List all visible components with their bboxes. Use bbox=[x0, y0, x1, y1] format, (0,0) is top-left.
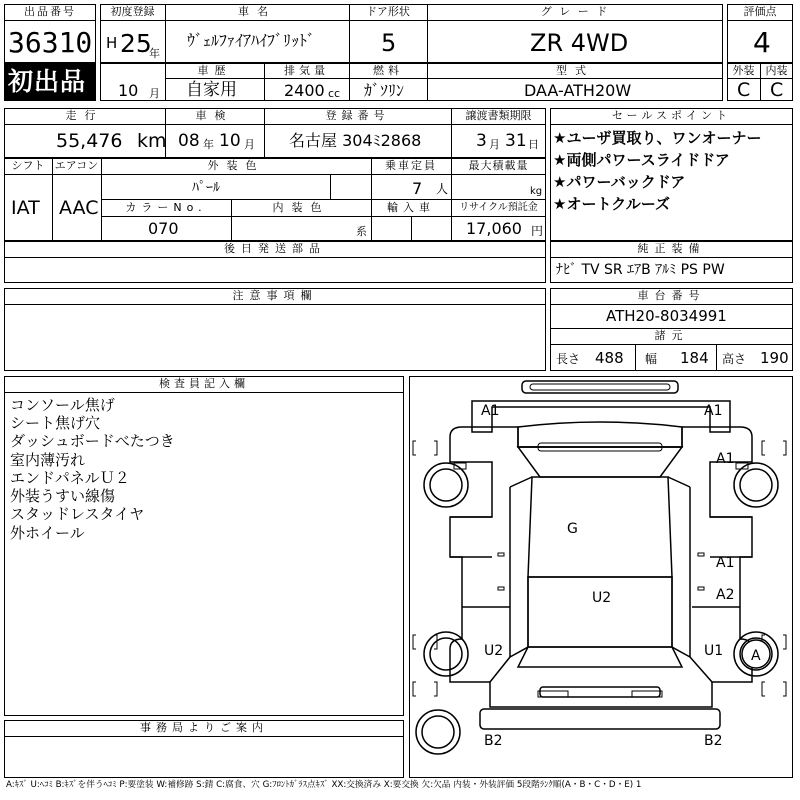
insp-month: 10 bbox=[219, 131, 241, 151]
fuel-label: 燃料 bbox=[373, 64, 403, 77]
car-name-label: 車名 bbox=[238, 5, 276, 18]
recycle-label: リサイクル預託金 bbox=[459, 202, 538, 213]
damage-diagram bbox=[409, 376, 793, 778]
sales-point-2: ★両側パワースライドドア bbox=[553, 151, 730, 169]
deadline-month: 3 bbox=[476, 131, 487, 151]
std-equipment-label: 純正装備 bbox=[637, 242, 706, 255]
shift-label: シフト bbox=[11, 159, 45, 172]
reg-no-label: 登録番号 bbox=[325, 109, 390, 122]
first-reg-label: 初度登録 bbox=[110, 5, 155, 18]
import-label: 輸入車 bbox=[387, 201, 435, 214]
month-unit: 月 bbox=[149, 87, 160, 100]
interior-grade: C bbox=[770, 79, 784, 101]
grade-label: グ レ ー ド bbox=[540, 5, 610, 18]
reg-month: 10 bbox=[118, 81, 139, 100]
office-label: 事務局よりご案内 bbox=[140, 721, 268, 734]
inspector-note-8: 外ホイール bbox=[10, 524, 85, 542]
mark-right-rear-door: A2 bbox=[716, 587, 735, 603]
color-no-label: カラーNo. bbox=[125, 201, 207, 214]
inspection-label: 車検 bbox=[195, 109, 234, 122]
exterior-label: 外装 bbox=[732, 64, 755, 77]
deadline-label: 譲渡書類期限 bbox=[465, 109, 532, 122]
insp-year-unit: 年 bbox=[203, 138, 214, 151]
insp-year: 08 bbox=[178, 131, 200, 151]
year-unit: 年 bbox=[149, 47, 160, 60]
door-label: ドア形状 bbox=[366, 5, 410, 18]
aircon-value: AAC bbox=[59, 197, 99, 219]
width-value: 184 bbox=[680, 349, 709, 367]
notes-label: 注意事項欄 bbox=[232, 289, 318, 302]
fuel-value: ｶﾞｿﾘﾝ bbox=[364, 81, 405, 100]
mileage-label: 走行 bbox=[65, 109, 104, 122]
inspector-note-5: エンドパネルＵ２ bbox=[10, 469, 130, 487]
reg-no-value: 名古屋 304ﾐ2868 bbox=[289, 131, 422, 150]
capacity-value: 7 bbox=[412, 179, 423, 198]
recycle-unit: 円 bbox=[531, 224, 544, 238]
sales-point-3: ★パワーバックドア bbox=[553, 173, 686, 191]
model-label: 型式 bbox=[556, 64, 594, 77]
car-outline-diagram bbox=[410, 377, 792, 777]
int-color-label: 内装色 bbox=[272, 201, 330, 214]
sales-points-label: セールスポイント bbox=[611, 109, 731, 122]
capacity-unit: 人 bbox=[436, 182, 449, 196]
displacement-label: 排気量 bbox=[284, 64, 329, 77]
mark-right-front-fender: A1 bbox=[716, 451, 735, 467]
width-label: 幅 bbox=[645, 352, 658, 366]
interior-label: 内装 bbox=[765, 64, 788, 77]
int-color-unit: 系 bbox=[356, 225, 367, 238]
mark-left-rear: U2 bbox=[484, 643, 504, 659]
length-label: 長さ bbox=[556, 352, 581, 366]
ext-color-value: ﾊﾟｰﾙ bbox=[192, 180, 220, 196]
score-label: 評価点 bbox=[743, 5, 777, 18]
inspector-note-7: スタッドレスタイヤ bbox=[10, 505, 145, 523]
height-value: 190 bbox=[760, 349, 789, 367]
door-count: 5 bbox=[381, 29, 397, 57]
first-listing-text: 初出品 bbox=[8, 67, 87, 96]
model-value: DAA-ATH20W bbox=[524, 81, 632, 100]
mark-rear-right: B2 bbox=[704, 733, 723, 749]
deadline-month-unit: 月 bbox=[489, 138, 500, 151]
insp-month-unit: 月 bbox=[244, 138, 255, 151]
inspector-note-2: シート焦げ穴 bbox=[10, 414, 101, 432]
ext-color-label: 外装色 bbox=[207, 159, 265, 172]
inspector-note-6: 外装うすい線傷 bbox=[10, 487, 116, 505]
aircon-label: エアコン bbox=[54, 159, 99, 172]
height-label: 高さ bbox=[722, 352, 747, 366]
lot-number: 36310 bbox=[8, 26, 93, 59]
chassis-label: 車台番号 bbox=[637, 289, 706, 302]
mileage-unit: km bbox=[137, 130, 167, 152]
era-letter: H bbox=[106, 34, 118, 52]
exterior-grade: C bbox=[737, 79, 751, 101]
specs-label: 諸元 bbox=[654, 329, 689, 342]
sales-point-4: ★オートクルーズ bbox=[553, 195, 670, 213]
inspector-note-1: コンソール焦げ bbox=[10, 396, 115, 414]
legend-text: A:ｷｽﾞ U:ﾍｺﾐ B:ｷｽﾞを伴うﾍｺﾐ P:要塗装 W:補修跡 S:錆 C:腐食、穴 G:ﾌﾛﾝﾄｶﾞﾗｽ点ｷｽﾞ XX:交換済み X:要交換 欠:欠品 内装・外装評価 5段階ﾗﾝｸ順(A・B・C・D・E) 1 bbox=[6, 780, 642, 790]
later-parts-label: 後日発送部品 bbox=[224, 242, 326, 255]
recycle-value: 17,060 bbox=[466, 219, 522, 238]
car-name: ｳﾞｪﾙﾌｧｲｱﾊｲﾌﾞﾘｯﾄﾞ bbox=[187, 31, 316, 50]
mark-front-right: A1 bbox=[704, 403, 723, 419]
color-no-value: 070 bbox=[148, 219, 179, 238]
mark-right-rear: U1 bbox=[704, 643, 724, 659]
load-unit: kg bbox=[530, 186, 543, 197]
mileage-value: 55,476 bbox=[56, 130, 123, 152]
reg-year: 25 bbox=[120, 29, 152, 58]
sales-point-1: ★ユーザ買取り、ワンオーナー bbox=[553, 129, 762, 147]
displacement-unit: cc bbox=[328, 87, 341, 100]
inspector-label: 検査員記入欄 bbox=[159, 377, 249, 390]
inspector-note-3: ダッシュボードべたつき bbox=[10, 432, 175, 450]
std-equipment-value: ﾅﾋﾞ TV SR ｴｱB ｱﾙﾐ PS PW bbox=[556, 262, 725, 278]
history-label: 車歴 bbox=[197, 64, 232, 77]
capacity-label: 乗車定員 bbox=[385, 159, 437, 172]
history-value: 自家用 bbox=[186, 80, 237, 100]
mark-roof: G bbox=[567, 521, 578, 537]
shift-value: IAT bbox=[11, 197, 40, 219]
inspector-note-4: 室内薄汚れ bbox=[10, 451, 86, 469]
grade-value: ZR 4WD bbox=[530, 29, 629, 57]
mark-right-front-door: A1 bbox=[716, 555, 735, 571]
chassis-number: ATH20-8034991 bbox=[606, 307, 727, 325]
score-value: 4 bbox=[753, 26, 771, 59]
lot-number-label: 出品番号 bbox=[24, 5, 76, 18]
mark-rear-left: B2 bbox=[484, 733, 503, 749]
max-load-label: 最大積載量 bbox=[468, 159, 529, 172]
deadline-day: 31 bbox=[505, 131, 527, 151]
deadline-day-unit: 日 bbox=[528, 138, 539, 151]
length-value: 488 bbox=[595, 349, 624, 367]
mark-right-wheel: A bbox=[751, 648, 761, 664]
mark-floor: U2 bbox=[592, 590, 612, 606]
displacement-value: 2400 bbox=[284, 81, 325, 100]
mark-front-left: A1 bbox=[481, 403, 500, 419]
